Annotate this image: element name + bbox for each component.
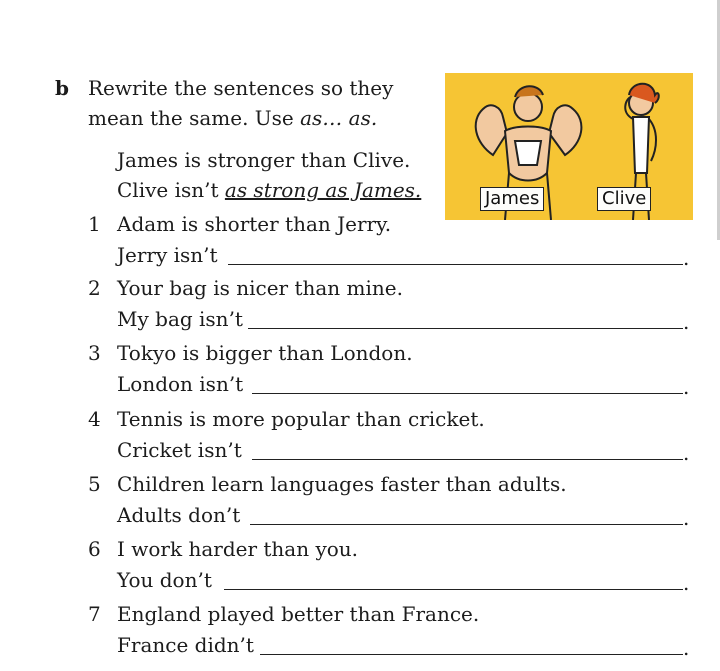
instruction-line-1: Rewrite the sentences so they [88,76,394,100]
item-sentence: Adam is shorter than Jerry. [117,212,392,236]
period: . [683,310,690,334]
item-prompt: Cricket isn’t [117,438,242,462]
item-number: 7 [88,602,101,626]
answer-blank[interactable] [224,589,683,590]
answer-blank[interactable] [228,264,683,265]
item-number: 2 [88,276,101,300]
answer-blank[interactable] [260,654,683,655]
item-number: 1 [88,212,101,236]
item-prompt: Adults don’t [117,503,241,527]
period: . [683,636,690,660]
item-number: 5 [88,472,101,496]
item-number: 4 [88,407,101,431]
exercise-letter: b [55,76,69,100]
period: . [683,441,690,465]
item-sentence: Children learn languages faster than adults. [117,472,567,496]
item-prompt: My bag isn’t [117,307,243,331]
period: . [683,571,690,595]
period: . [683,246,690,270]
period: . [683,375,690,399]
item-number: 6 [88,537,101,561]
item-sentence: I work harder than you. [117,537,359,561]
james-label: James [480,187,544,211]
example-answer-filled: as strong as James. [224,178,422,202]
item-sentence: Tennis is more popular than cricket. [117,407,485,431]
answer-blank[interactable] [252,459,683,460]
item-sentence: Tokyo is bigger than London. [117,341,413,365]
answer-blank[interactable] [248,328,683,329]
instruction-text: mean the same. Use [88,106,301,130]
item-prompt: France didn’t [117,633,254,657]
item-prompt: London isn’t [117,372,244,396]
example-answer [117,178,421,202]
item-sentence: Your bag is nicer than mine. [117,276,403,300]
period: . [683,506,690,530]
example-answer-prefix: Clive isn’t [117,178,225,202]
instruction-line-2 [88,106,377,130]
example-sentence: James is stronger than Clive. [117,148,411,172]
item-sentence: England played better than France. [117,602,480,626]
item-prompt: You don’t [117,568,212,592]
answer-blank[interactable] [250,524,683,525]
item-number: 3 [88,341,101,365]
item-prompt: Jerry isn’t [117,243,218,267]
instruction-italic: as… as. [300,106,378,130]
clive-label: Clive [597,187,651,211]
answer-blank[interactable] [252,393,683,394]
james-clive-illustration [445,73,693,220]
